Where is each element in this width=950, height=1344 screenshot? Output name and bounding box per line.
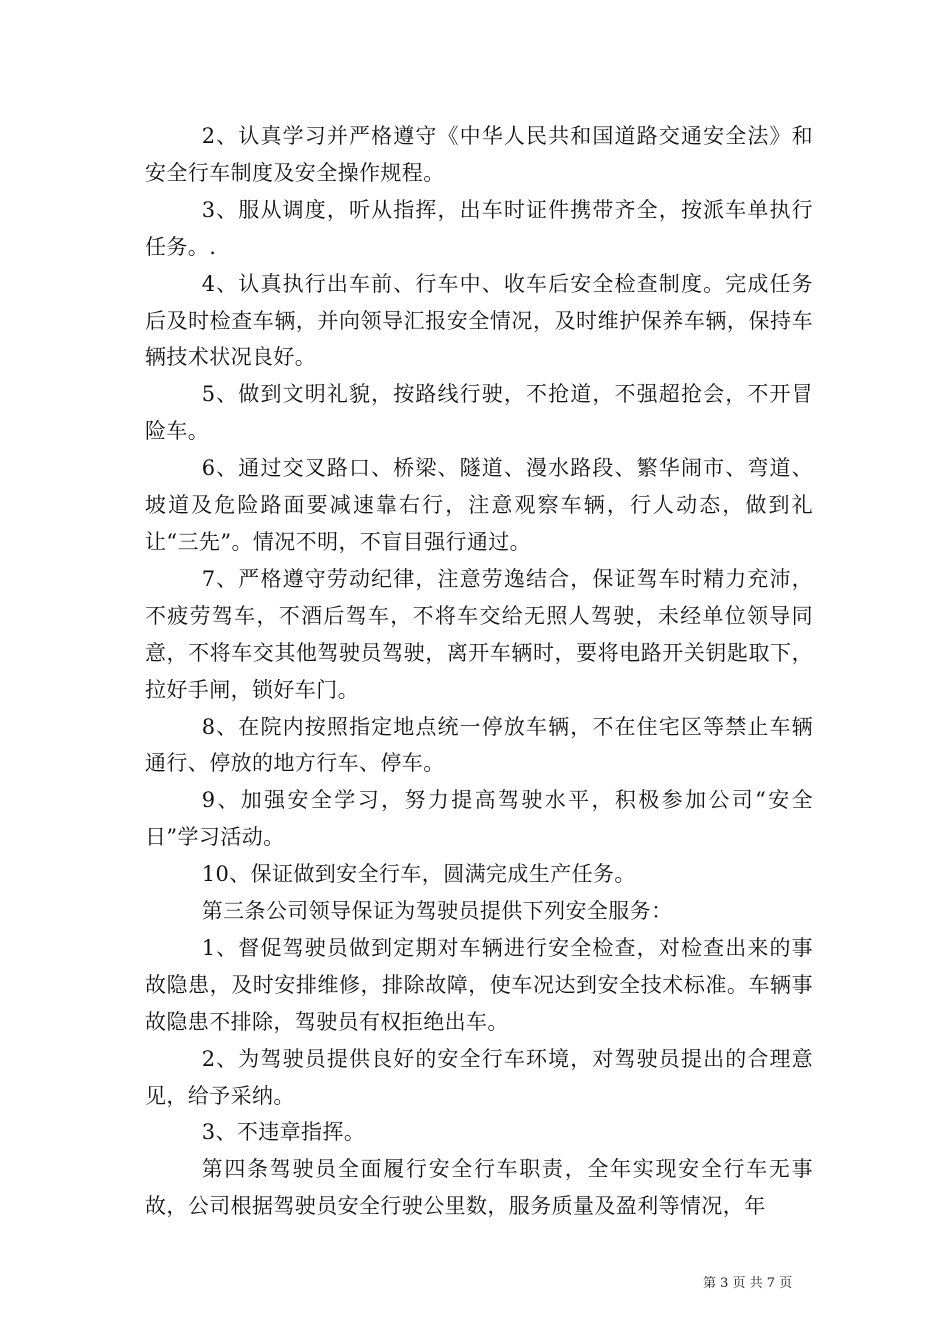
paragraph: 9、加强安全学习，努力提高驾驶水平，积极参加公司“安全日”学习活动。	[145, 788, 813, 850]
paragraph: 4、认真执行出车前、行车中、收车后安全检查制度。完成任务后及时检查车辆，并向领导汇报安全情况，及时维护保养车辆，保持车辆技术状况良好。	[145, 271, 813, 370]
paragraph: 2、认真学习并严格遵守《中华人民共和国道路交通安全法》和安全行车制度及安全操作规程。	[145, 124, 813, 185]
paragraph: 7、严格遵守劳动纪律，注意劳逸结合，保证驾车时精力充沛，不疲劳驾车，不酒后驾车，不将车交给无照人驾驶，未经单位领导同意，不将车交其他驾驶员驾驶，离开车辆时，要将电路开关钥匙取下，拉好手闸，锁好车门。	[145, 566, 813, 702]
paragraph: 8、在院内按照指定地点统一停放车辆，不在住宅区等禁止车辆通行、停放的地方行车、停车。	[145, 714, 813, 776]
document-body	[145, 118, 813, 1225]
section-heading: 第三条公司领导保证为驾驶员提供下列安全服务：	[201, 899, 673, 924]
paragraph: 6、通过交叉路口、桥梁、隧道、漫水路段、繁华闹市、弯道、坡道及危险路面要减速靠右行，注意观察车辆，行人动态，做到礼让“三先”。情况不明，不盲目强行通过。	[145, 456, 813, 554]
section-heading: 第四条驾驶员全面履行安全行车职责，全年实现安全行车无事故，公司根据驾驶员安全行驶公里数，服务质量及盈利等情况，年	[145, 1157, 813, 1219]
paragraph: 3、服从调度，听从指挥，出车时证件携带齐全，按派车单执行任务。.	[145, 197, 813, 259]
page-indicator: 第 3 页 共 7 页	[703, 1276, 793, 1291]
paragraph: 5、做到文明礼貌，按路线行驶，不抢道，不强超抢会，不开冒险车。	[145, 382, 813, 444]
paragraph: 2、为驾驶员提供良好的安全行车环境，对驾驶员提出的合理意见，给予采纳。	[145, 1046, 813, 1108]
paragraph: 1、督促驾驶员做到定期对车辆进行安全检查，对检查出来的事故隐患，及时安排维修，排除故障，使车况达到安全技术标准。车辆事故隐患不排除，驾驶员有权拒绝出车。	[145, 935, 813, 1034]
paragraph: 3、不违章指挥。	[201, 1120, 366, 1145]
paragraph: 10、保证做到安全行车，圆满完成生产任务。	[201, 862, 636, 887]
